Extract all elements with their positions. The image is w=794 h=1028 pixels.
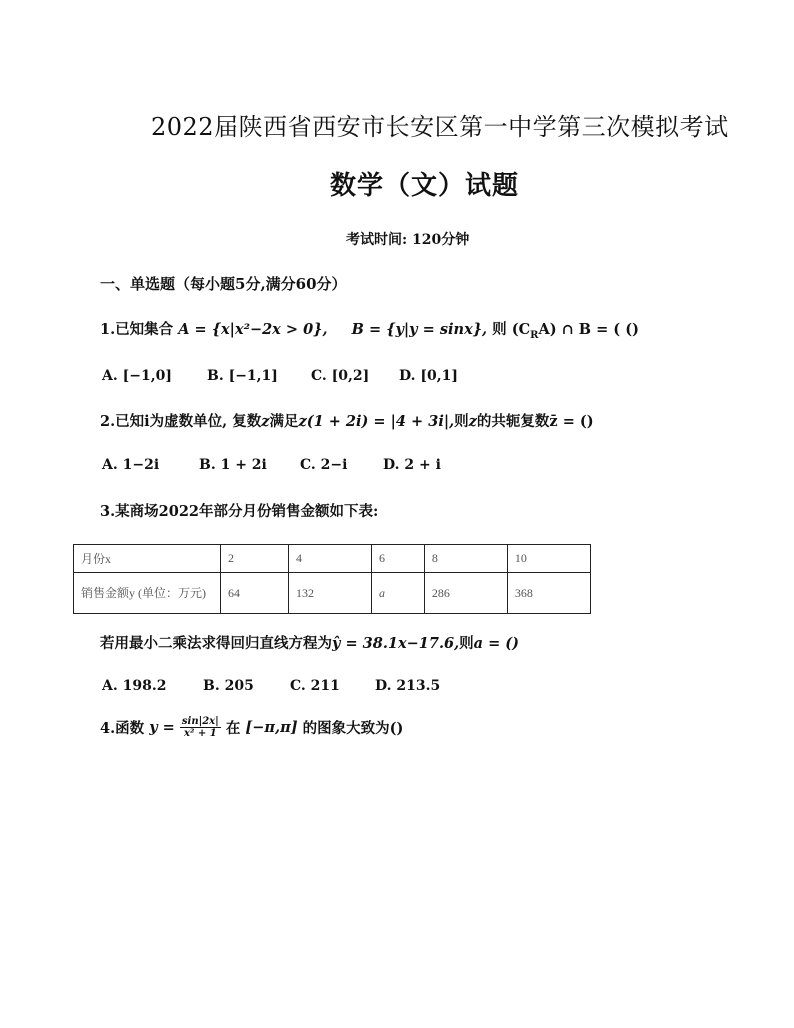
q4-mid: 在 — [225, 720, 241, 737]
q2-option-d[interactable]: D. 2 + i — [383, 457, 441, 473]
q2-var-z-2: z — [468, 413, 477, 430]
q4-numerator: sin|2x| — [181, 716, 219, 727]
exam-time: 考试时间: 120分钟 — [346, 232, 470, 248]
table-cell: 10 — [507, 545, 590, 573]
q2-text-4: 则 — [454, 413, 469, 430]
sales-table — [73, 544, 591, 614]
q3-regression-equation: ŷ = 38.1x−17.6, — [332, 635, 460, 652]
q3-followup-text: 若用最小二乘法求得回归直线方程为 — [100, 635, 332, 652]
q1-option-a[interactable]: A. [−1,0] — [102, 368, 172, 384]
table-cell: 64 — [221, 573, 289, 614]
q3-option-d[interactable]: D. 213.5 — [375, 678, 441, 694]
table-cell: 2 — [221, 545, 289, 573]
q3-option-b[interactable]: B. 205 — [203, 678, 254, 694]
question-4 — [100, 716, 403, 739]
q2-conjugate: z̄ = () — [549, 413, 594, 430]
question-3: 3.某商场2022年部分月份销售金额如下表: — [100, 503, 379, 520]
q4-prefix: 4.函数 — [100, 720, 145, 737]
q1-set-b: B = {y|y = sinx}, — [351, 321, 488, 338]
q2-text-2: 为虚数单位, 复数 — [149, 413, 262, 430]
table-cell: 6 — [372, 545, 425, 573]
q2-text-1: 2.已知 — [100, 413, 145, 430]
q2-text-5: 的共轭复数 — [476, 413, 550, 430]
question-1 — [100, 318, 639, 341]
q2-imag-unit: i — [144, 413, 150, 430]
q1-answer-blank: () — [625, 321, 639, 338]
table-header-sales: 销售金额y (单位：万元) — [74, 573, 221, 614]
q4-fraction — [180, 716, 221, 739]
q4-interval: [−π,π] — [245, 719, 298, 736]
table-cell: 4 — [288, 545, 371, 573]
q3-ask: a = () — [473, 635, 520, 652]
exam-title: 2022届陕西省西安市长安区第一中学第三次模拟考试 — [151, 113, 729, 141]
q2-equation: z(1 + 2i) = |4 + 3i|, — [298, 413, 455, 430]
table-cell: 132 — [288, 573, 371, 614]
q3-option-c[interactable]: C. 211 — [290, 678, 340, 694]
q3-then: 则 — [459, 635, 474, 652]
q3-option-a[interactable]: A. 198.2 — [102, 678, 167, 694]
exam-subtitle: 数学（文）试题 — [330, 171, 520, 201]
q2-option-c[interactable]: C. 2−i — [300, 457, 348, 473]
q1-option-d[interactable]: D. [0,1] — [399, 368, 458, 384]
q4-y: y = — [149, 719, 175, 736]
question-2 — [100, 410, 594, 431]
q2-option-a[interactable]: A. 1−2i — [102, 457, 160, 473]
table-row — [74, 573, 591, 614]
table-row — [74, 545, 591, 573]
q2-option-b[interactable]: B. 1 + 2i — [199, 457, 267, 473]
q1-option-c[interactable]: C. [0,2] — [311, 368, 370, 384]
table-cell: a — [372, 573, 425, 614]
table-cell: 8 — [424, 545, 507, 573]
q1-option-b[interactable]: B. [−1,1] — [207, 368, 278, 384]
q4-suffix: 的图象大致为() — [302, 720, 404, 737]
table-header-month: 月份x — [74, 545, 221, 573]
table-cell: 368 — [507, 573, 590, 614]
question-3-followup — [100, 632, 519, 653]
q4-denominator: x² + 1 — [184, 728, 217, 739]
q2-var-z: z — [261, 413, 270, 430]
q1-expression: $(C_RA)$ ∩ B = ( — [511, 321, 621, 341]
q2-text-3: 满足 — [269, 413, 299, 430]
q1-then: 则 — [492, 321, 507, 338]
table-cell: 286 — [424, 573, 507, 614]
q1-set-a: A = {x|x²−2x > 0}, — [178, 321, 328, 338]
q1-prefix: 1.已知集合 — [100, 321, 174, 338]
section-heading-single-choice: 一、单选题（每小题5分,满分60分） — [100, 275, 347, 293]
